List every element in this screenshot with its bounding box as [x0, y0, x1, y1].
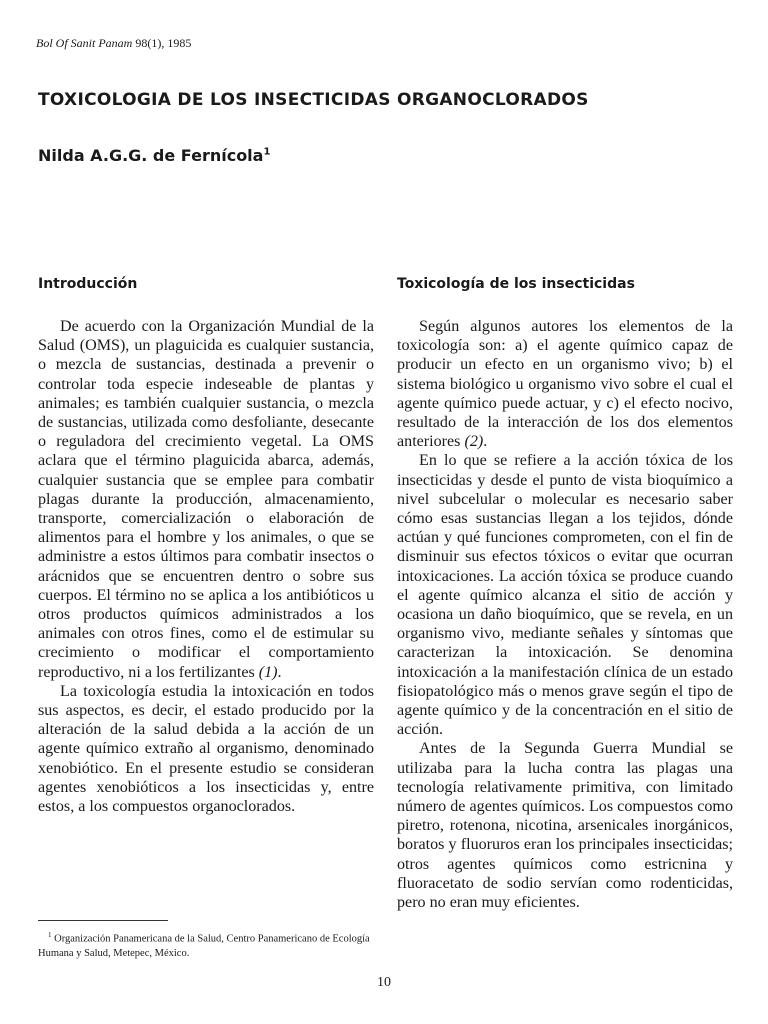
page-number: 10 [377, 975, 391, 990]
left-paragraph-2: La toxicología estudia la intoxicación en todos sus aspectos, es decir, el estado producido por la alteración de la salud debida a la acción de un agente químico extraño al organismo, denominado xenobiótico. En el presente estudio se consideran agentes xenobióticos a los insecticidas y, entre estos, a los compuestos organoclorados. [38, 682, 374, 816]
author-line [38, 146, 270, 165]
left-paragraph-1: De acuerdo con la Organización Mundial de la Salud (OMS), un plaguicida es cualquier sustancia, o mezcla de sustancias, destinada a prevenir o controlar toda especie indeseable de plantas y animales; es también cualquier sustancia, o mezcla de sustancias, utilizada como desfoliante, desecante o reguladora del crecimiento vegetal. La OMS aclara que el término plaguicida abarca, además, cualquier sustancia que se emplee para combatir plagas durante la producción, almacenamiento, transporte, comercialización o elaboración de alimentos para el hombre y los animales, o que se administre a estos últimos para combatir insectos o arácnidos que se encuentren dentro o sobre sus cuerpos. El término no se aplica a los antibióticos u otros productos químicos administrados a los animales con otros fines, como el de estimular su crecimiento o modificar el comportamiento reproductivo, ni a los fertilizantes (1). [38, 318, 374, 681]
left-column [38, 274, 374, 816]
footnote-rule [38, 920, 168, 921]
heading-toxicologia: Toxicología de los insecticidas [397, 276, 635, 292]
author-name: Nilda A.G.G. de Fernícola [38, 146, 264, 165]
left-paragraph-1-text: De acuerdo con la Organización Mundial de la Salud (OMS), un plaguicida es cualquier sustancia, o mezcla de sustancias, destinada a prevenir o controlar toda especie indeseable de plantas y animales; es también cualquier sustancia, o mezcla de sustancias, utilizada como desfoliante, desecante o reguladora del crecimiento vegetal. La OMS aclara que el término plaguicida abarca, además, cualquier sustancia que se emplee para combatir plagas durante la producción, almacenamiento, transporte, comercialización o elaboración de alimentos para el hombre y los animales, o que se administre a estos últimos para combatir insectos o arácnidos que se encuentren dentro o sobre sus cuerpos. El término no se aplica a los antibióticos u otros productos químicos administrados a los animales con otros fines, como el de estimular su crecimiento o modificar el comportamiento reproductivo, ni a los fertilizantes [38, 318, 374, 681]
footnote [38, 928, 376, 961]
right-column [397, 274, 733, 912]
journal-volume: 98(1), 1985 [135, 36, 192, 50]
right-paragraph-1: Según algunos autores los elementos de la toxicología son: a) el agente químico capaz de producir un efecto en un organismo vivo; b) el sistema biológico u organismo vivo sobre el cual el agente químico puede actuar, y c) el efecto nocivo, resultado de la interacción de los dos elementos anteriores (2). [397, 318, 733, 451]
citation-1: (1) [258, 663, 278, 681]
right-paragraph-2: En lo que se refiere a la acción tóxica de los insecticidas y desde el punto de vista bioquímico a nivel subcelular o molecular es necesario saber cómo esas sustancias llegan a los tejidos, dónde actúan y qué funciones comprometen, con el fin de disminuir sus efectos tóxicos o evitar que ocurran intoxicaciones. La acción tóxica se produce cuando el agente químico alcanza el sitio de acción y ocasiona un daño bioquímico, que se revela, en un organismo vivo, mediante señales y síntomas que caracterizan la intoxicación. Se denomina intoxicación a la manifestación clínica de un estado fisiopatológico más o menos grave según el tipo de agente químico y de la concentración en el sitio de acción. [397, 452, 733, 739]
journal-name: Bol Of Sanit Panam [36, 36, 133, 50]
right-paragraph-1-text: Según algunos autores los elementos de la toxicología son: a) el agente químico capaz de producir un efecto en un organismo vivo; b) el sistema biológico u organismo vivo sobre el cual el agente químico puede actuar, y c) el efecto nocivo, resultado de la interacción de los dos elementos anteriores [397, 318, 733, 451]
footnote-marker: 1 [48, 931, 52, 939]
author-footnote-marker: 1 [263, 146, 271, 158]
journal-header [36, 36, 191, 51]
right-paragraph-3: Antes de la Segunda Guerra Mundial se utilizaba para la lucha contra las plagas una tecnología relativamente primitiva, con limitado número de agentes químicos. Los compuestos como piretro, rotenona, nicotina, arsenicales inorgánicos, boratos y fluoruros eran los principales insecticidas; otros agentes químicos como estricnina y fluoracetato de sodio servían como rodenticidas, pero no eran muy eficientes. [397, 740, 733, 912]
footnote-text: Organización Panamericana de la Salud, Centro Panamericano de Ecología Humana y Salud, Metepec, México. [38, 933, 370, 959]
heading-introduccion: Introducción [38, 276, 138, 292]
article-title: TOXICOLOGIA DE LOS INSECTICIDAS ORGANOCLORADOS [38, 90, 589, 110]
citation-2: (2) [464, 433, 484, 451]
